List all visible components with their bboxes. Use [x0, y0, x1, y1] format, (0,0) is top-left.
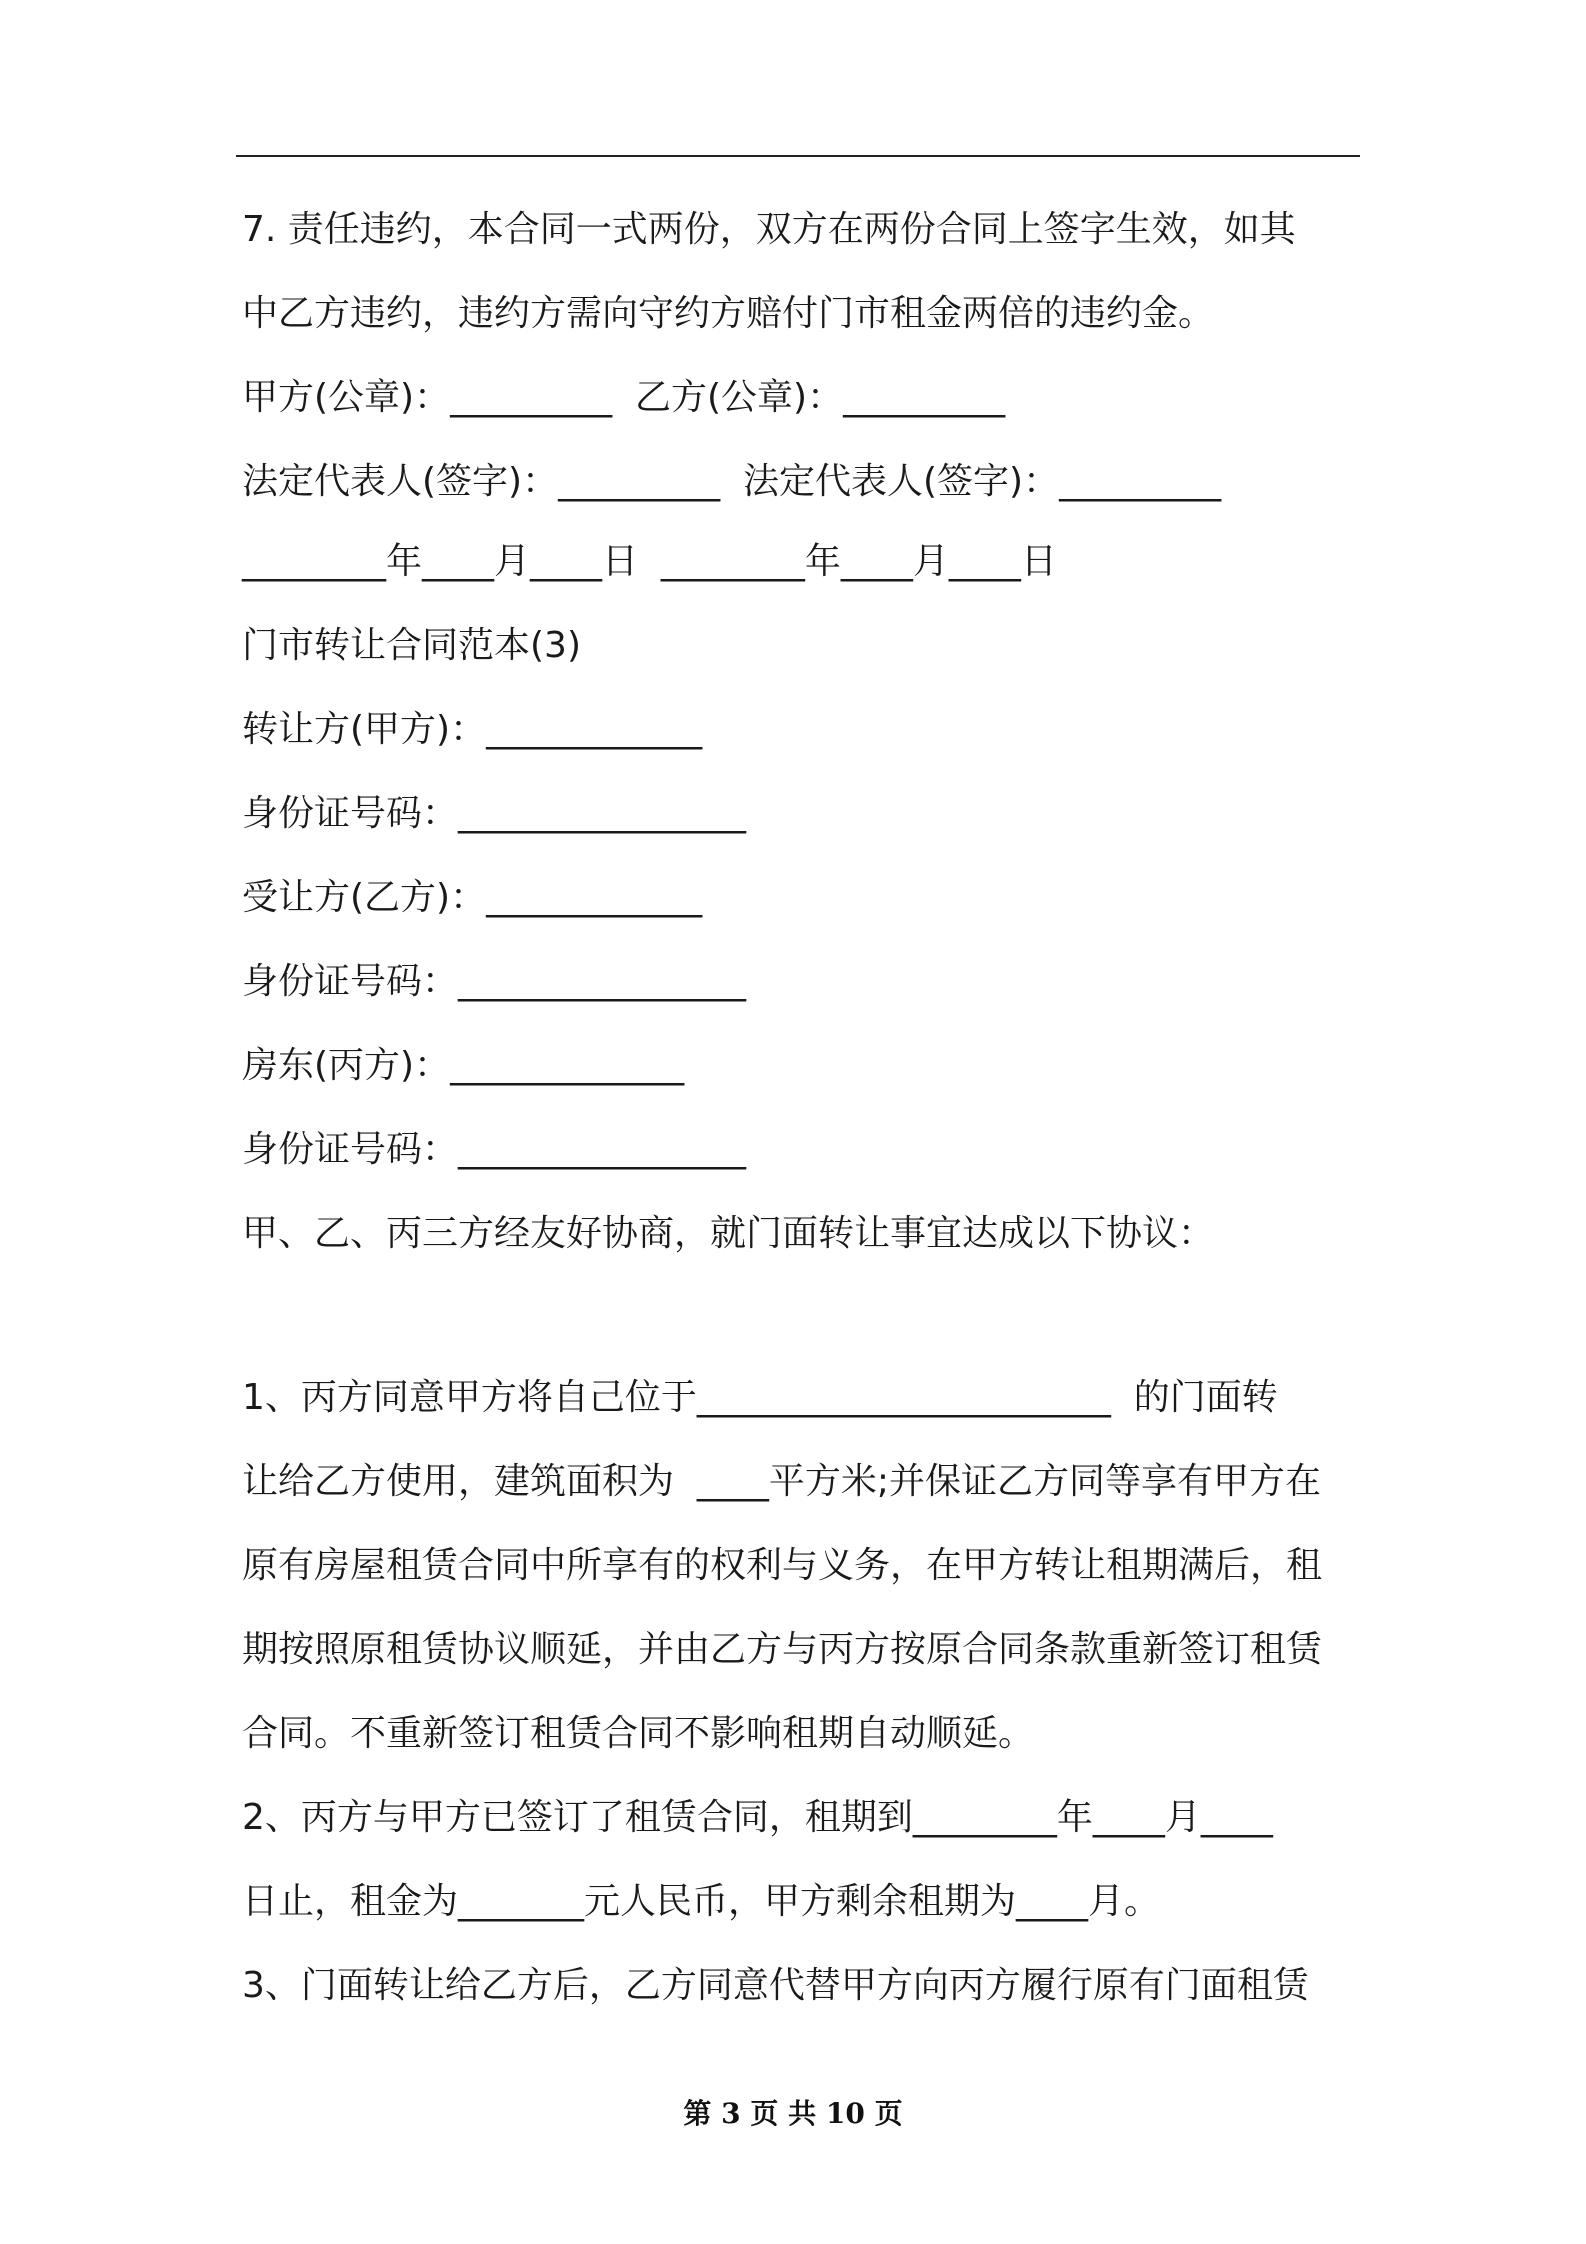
clause-line: 2、丙方与甲方已签订了租赁合同，租期到________年____月____	[242, 1797, 1273, 1838]
section-title: 门市转让合同范本(3)	[242, 625, 581, 666]
landlord-id-field: 身份证号码：________________	[242, 1129, 747, 1170]
transferor-id-field: 身份证号码：________________	[242, 793, 747, 834]
landlord-field: 房东(丙方)：_____________	[242, 1045, 685, 1086]
clause-line: 合同。不重新签订租赁合同不影响租期自动顺延。	[242, 1713, 1035, 1754]
clause-line: 让给乙方使用，建筑面积为 ____平方米;并保证乙方同等享有甲方在	[242, 1461, 1322, 1502]
text-line: 7. 责任违约，本合同一式两份，双方在两份合同上签字生效，如其	[242, 209, 1296, 250]
signature-line-dates: ________年____月____日 ________年____月____日	[242, 541, 1057, 582]
transferor-field: 转让方(甲方)：____________	[242, 709, 703, 750]
clause-line: 期按照原租赁协议顺延，并由乙方与丙方按原合同条款重新签订租赁	[242, 1629, 1323, 1670]
signature-line-representatives: 法定代表人(签字)：_________ 法定代表人(签字)：_________	[242, 461, 1222, 502]
clause-line: 原有房屋租赁合同中所享有的权利与义务，在甲方转让租期满后，租	[242, 1545, 1323, 1586]
clause-line: 1、丙方同意甲方将自己位于_______________________ 的门面转	[242, 1377, 1278, 1418]
transferee-field: 受让方(乙方)：____________	[242, 877, 703, 918]
header-rule	[236, 155, 1360, 157]
clause-line: 3、门面转让给乙方后，乙方同意代替甲方向丙方履行原有门面租赁	[242, 1965, 1309, 2006]
clause-line: 日止，租金为_______元人民币，甲方剩余租期为____月。	[242, 1881, 1161, 1922]
transferee-id-field: 身份证号码：________________	[242, 961, 747, 1002]
page-number: 第 3 页 共 10 页	[683, 2097, 903, 2130]
signature-line-seals: 甲方(公章)：_________ 乙方(公章)：_________	[242, 377, 1006, 418]
text-line: 中乙方违约，违约方需向守约方赔付门市租金两倍的违约金。	[242, 293, 1215, 334]
agreement-intro: 甲、乙、丙三方经友好协商，就门面转让事宜达成以下协议：	[242, 1213, 1215, 1254]
